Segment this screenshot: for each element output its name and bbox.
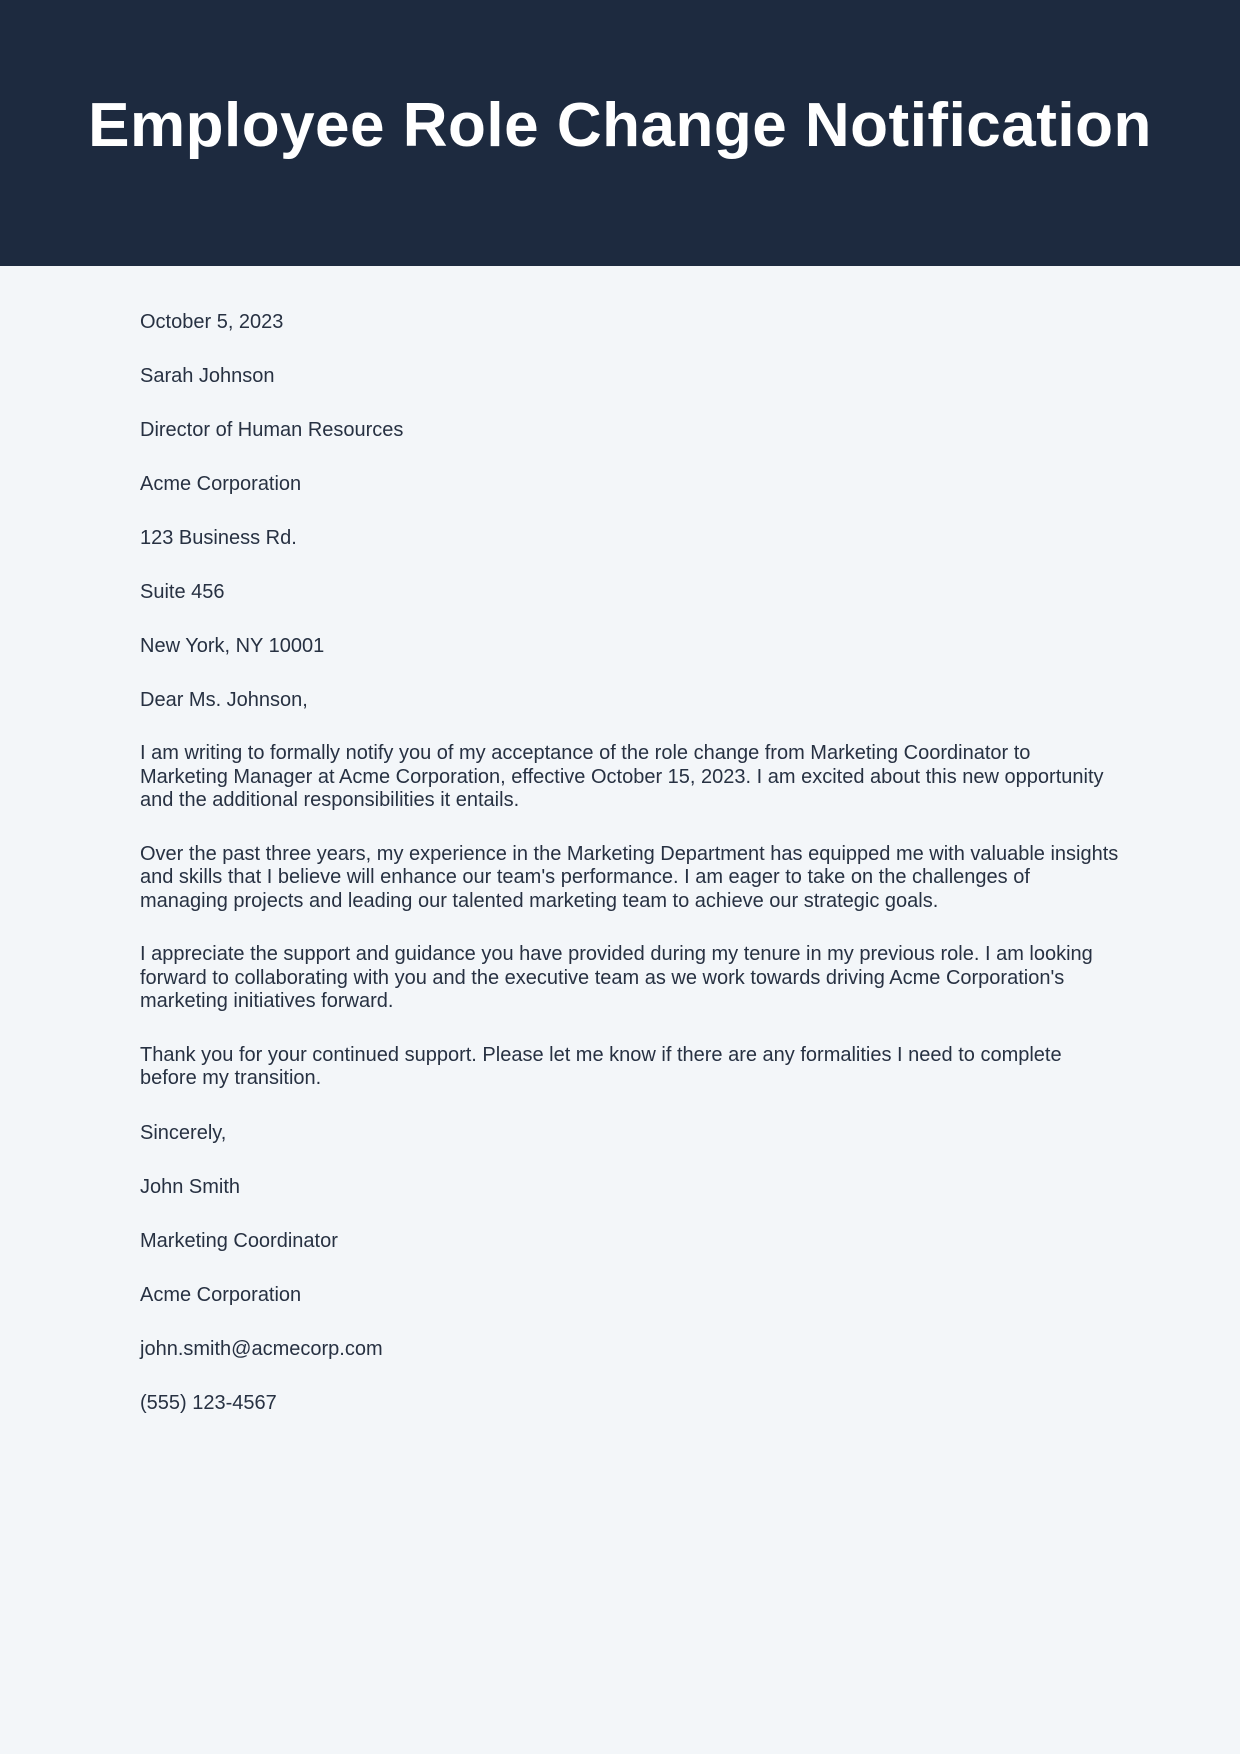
body-paragraph: I appreciate the support and guidance you have provided during my tenure in my previous role. I am looking forward to collaborating with you and the executive team as we work towards driving Acme Corporation's marketing initiatives forward. [140, 943, 1093, 1012]
salutation: Dear Ms. Johnson, [140, 689, 308, 711]
recipient-address-line2: Suite 456 [140, 581, 225, 603]
page-title: Employee Role Change Notification [88, 91, 1152, 160]
recipient-company: Acme Corporation [140, 473, 302, 495]
recipient-title: Director of Human Resources [140, 419, 404, 441]
sender-email: john.smith@acmecorp.com [140, 1337, 383, 1360]
sender-phone: (555) 123-4567 [140, 1391, 277, 1414]
body-paragraph: I am writing to formally notify you of my acceptance of the role change from Marketing Coordinator to Marketing Manager at Acme Corporation, effective October 15, 2023. I am excited about this new opportunity and the additional responsibilities it entails. [140, 742, 1104, 811]
body-paragraph: Over the past three years, my experience in the Marketing Department has equipped me with valuable insights and skills that I believe will enhance our team's performance. I am eager to take on the challenges of managing projects and leading our talented marketing team to achieve our strategic goals. [140, 842, 1119, 912]
sender-company: Acme Corporation [140, 1283, 302, 1306]
letter-date: October 5, 2023 [140, 311, 284, 333]
body-paragraph: Thank you for your continued support. Please let me know if there are any formalities I need to complete before my transition. [140, 1043, 1062, 1089]
page-header [0, 0, 1240, 266]
sender-title: Marketing Coordinator [140, 1229, 338, 1252]
recipient-city-state-zip: New York, NY 10001 [140, 635, 325, 657]
recipient-name: Sarah Johnson [140, 365, 275, 387]
letter-body [140, 310, 1120, 1445]
sender-name: John Smith [140, 1175, 241, 1198]
recipient-address-line1: 123 Business Rd. [140, 527, 297, 549]
closing: Sincerely, [140, 1121, 227, 1144]
